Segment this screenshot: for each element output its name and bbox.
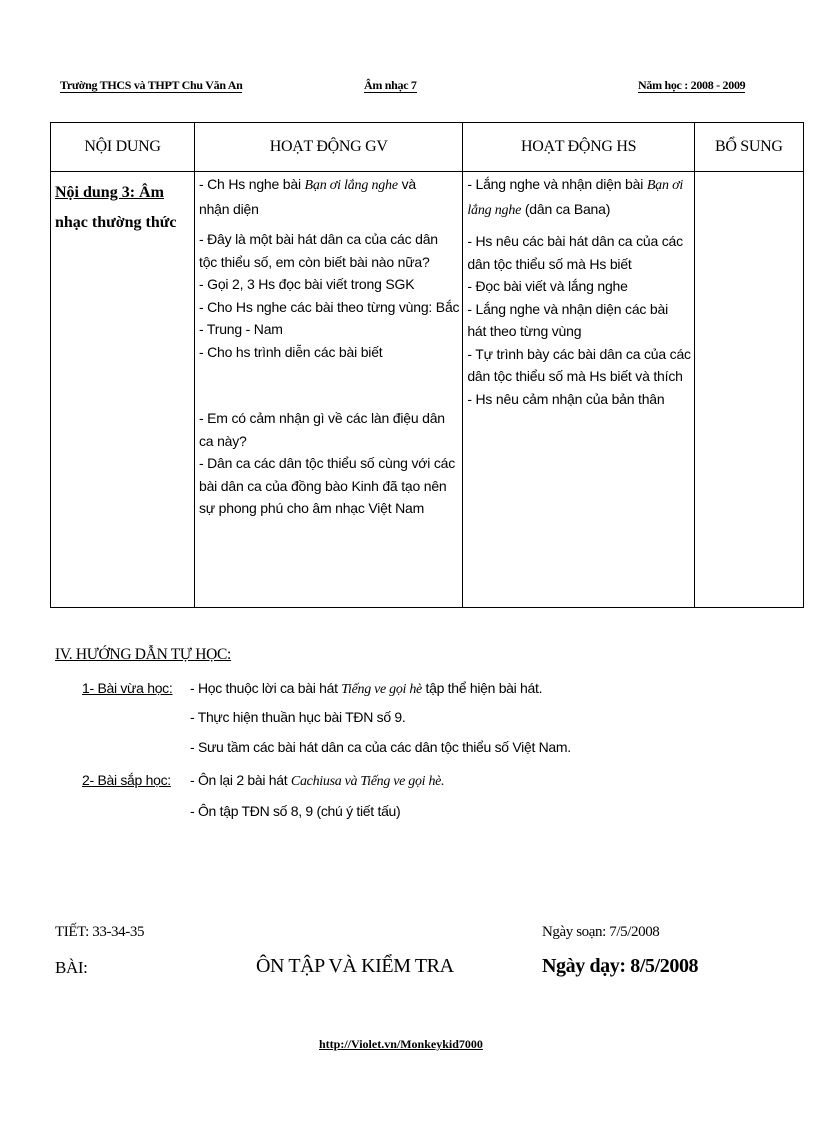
student-line: - Hs nêu các bài hát dân ca của các	[467, 233, 683, 249]
teacher-line: - Cho hs trình diễn các bài biết	[199, 343, 383, 360]
period-number: TIẾT: 33-34-35	[55, 924, 145, 940]
lesson-title: ÔN TẬP VÀ KIỂM TRA	[256, 955, 454, 977]
source-link[interactable]: http://Violet.vn/Monkeykid7000	[319, 1037, 483, 1051]
prep-date: Ngày soạn: 7/5/2008	[542, 924, 660, 940]
self-study-title: IV. HƯỚNG DẪN TỰ HỌC:	[55, 646, 232, 663]
header-school-year: Năm học : 2008 - 2009	[638, 78, 746, 92]
notes-cell	[694, 172, 803, 608]
table-row	[51, 172, 804, 608]
teacher-line: - Trung - Nam	[199, 321, 283, 337]
teacher-line: ca này?	[199, 432, 247, 449]
header-school: Trường THCS và THPT Chu Văn An	[60, 78, 243, 92]
teach-date: Ngày dạy: 8/5/2008	[542, 955, 699, 977]
homework-item: - Ôn tập TĐN số 8, 9 (chú ý tiết tấu)	[190, 803, 401, 819]
student-line: - Hs nêu cảm nhận của bản thân	[467, 390, 665, 407]
student-line: - Lắng nghe và nhận diện bài Bạn ơi	[467, 176, 684, 193]
teacher-line: sự phong phú cho âm nhạc Việt Nam	[199, 500, 425, 516]
teacher-line: - Dân ca các dân tộc thiểu số cùng với các	[199, 455, 456, 471]
header-subject: Âm nhạc 7	[364, 78, 417, 92]
lesson-label: BÀI:	[55, 958, 88, 977]
content-line: Nội dung 3: Âm	[55, 184, 164, 201]
col-header-content: NỘI DUNG	[51, 123, 195, 172]
teacher-line: tộc thiểu số, em còn biết bài nào nữa?	[199, 253, 430, 270]
student-line: - Lắng nghe và nhận diện các bài	[467, 300, 668, 317]
table-header-row	[51, 123, 804, 172]
teacher-line: - Em có cảm nhận gì về các làn điệu dân	[199, 410, 445, 426]
teacher-line: - Đây là một bài hát dân ca của các dân	[199, 231, 438, 247]
lesson-plan-table	[50, 122, 804, 608]
teacher-line: - Ch Hs nghe bài Bạn ơi lắng nghe và	[199, 176, 416, 193]
teacher-line: - Gọi 2, 3 Hs đọc bài viết trong SGK	[199, 276, 415, 292]
student-line: dân tộc thiểu số mà Hs biết	[467, 255, 632, 272]
homework-item: - Thực hiện thuần hục bài TĐN số 9.	[190, 709, 406, 725]
homework-item: - Học thuộc lời ca bài hát Tiếng ve gọi hè tập thể hiện bài hát.	[190, 680, 543, 697]
teacher-line: bài dân ca của đồng bào Kinh đã tạo nên	[199, 477, 447, 494]
col-header-student: HOẠT ĐỘNG HS	[463, 123, 695, 172]
homework-label-current: 1- Bài vừa học:	[82, 680, 173, 696]
col-header-teacher: HOẠT ĐỘNG GV	[195, 123, 463, 172]
col-header-notes: BỔ SUNG	[694, 123, 803, 172]
student-line: hát theo từng vùng	[467, 323, 582, 339]
homework-item: - Sưu tầm các bài hát dân ca của các dân tộc thiểu số Việt Nam.	[190, 739, 571, 755]
student-line: - Tự trình bày các bài dân ca của các	[467, 345, 691, 362]
teacher-activity-cell	[195, 172, 463, 608]
student-line: lắng nghe (dân ca Bana)	[467, 200, 611, 218]
content-line: nhạc thường thức	[55, 214, 177, 231]
student-line: dân tộc thiểu số mà Hs biết và thích	[467, 368, 683, 384]
student-line: - Đọc bài viết và lắng nghe	[467, 278, 628, 294]
homework-label-next: 2- Bài sắp học:	[82, 772, 171, 788]
content-cell	[51, 172, 195, 608]
homework-item: - Ôn lại 2 bài hát Cachiusa và Tiếng ve gọi hè.	[190, 772, 445, 789]
teacher-line: nhận diện	[199, 200, 259, 217]
student-activity-cell	[463, 172, 695, 608]
teacher-line: - Cho Hs nghe các bài theo từng vùng: Bắc	[199, 298, 460, 315]
